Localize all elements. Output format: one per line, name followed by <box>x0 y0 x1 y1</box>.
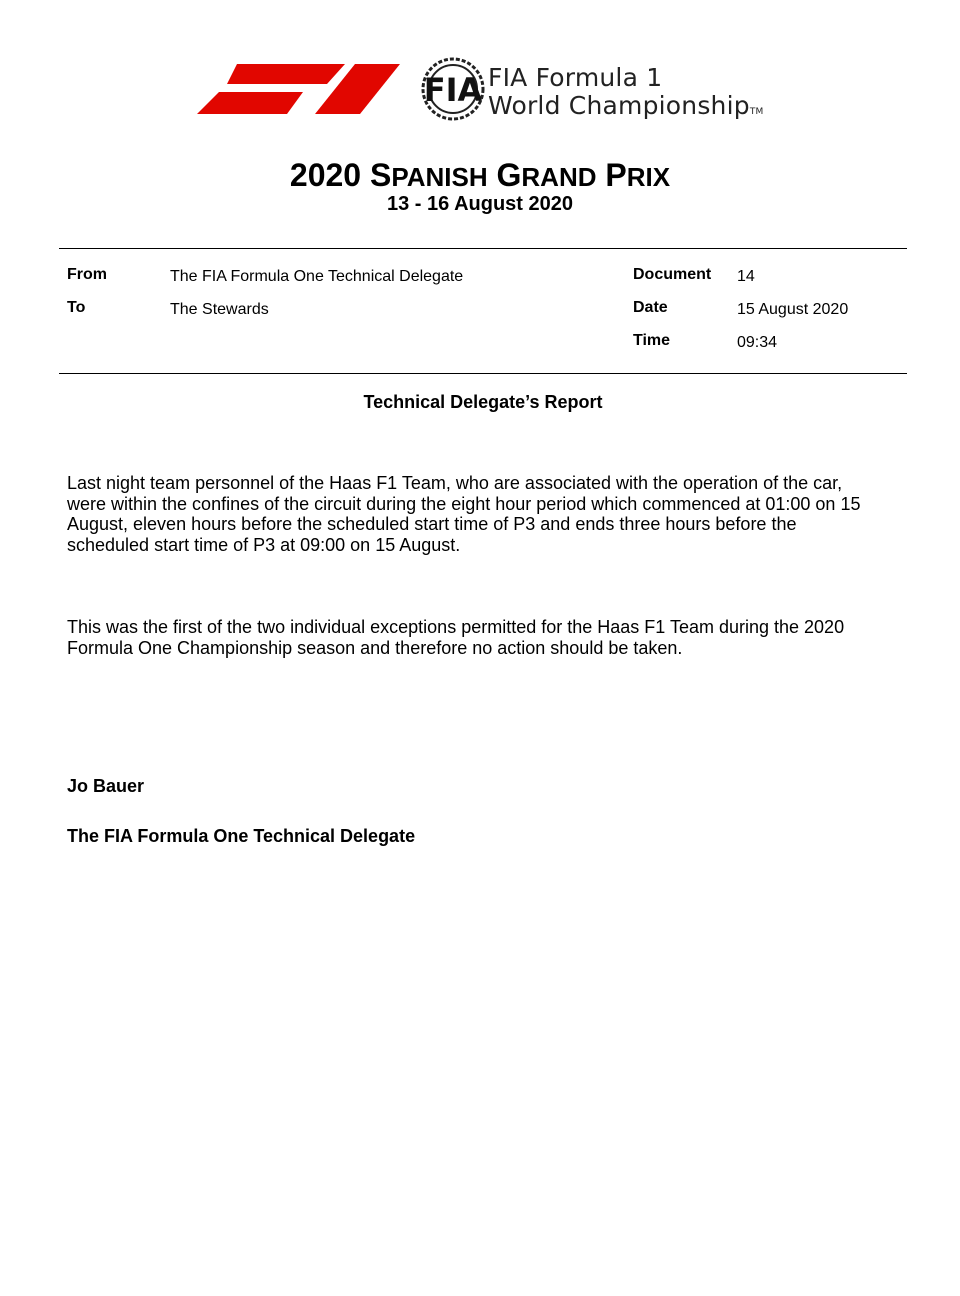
event-dates: 13 - 16 August 2020 <box>386 193 573 215</box>
signatory-name: Jo Bauer <box>67 776 145 796</box>
trademark: TM <box>749 107 764 117</box>
document-value: 14 <box>737 268 755 285</box>
event-title <box>0 156 960 196</box>
to-value: The Stewards <box>170 301 269 318</box>
header-divider-bottom <box>59 373 907 374</box>
paragraph-1-line-4: scheduled start time of P3 at 09:00 on 15 August. <box>67 535 461 556</box>
paragraph-1-line-2: were within the confines of the circuit during the eight hour period which commenced at 01:00 on 15 <box>67 493 861 514</box>
title-word-1-rest: PANISH <box>391 162 488 192</box>
report-paragraph-1 <box>67 473 897 556</box>
signatory-role: The FIA Formula One Technical Delegate <box>67 826 416 846</box>
fia-emblem-text: FIA <box>423 71 483 109</box>
title-word-3-initial: P <box>605 157 627 193</box>
logo-line-2 <box>488 92 763 126</box>
date-label: Date <box>633 299 668 316</box>
logo-line-1: FIA Formula 1 <box>488 63 663 92</box>
date-value: 15 August 2020 <box>737 301 849 318</box>
document-label: Document <box>633 266 712 283</box>
paragraph-1-line-1: Last night team personnel of the Haas F1 Team, who are associated with the operation of the car, <box>67 473 843 493</box>
report-paragraph-2 <box>67 617 897 658</box>
report-title: Technical Delegate’s Report <box>363 392 603 412</box>
title-word-3-rest: RIX <box>626 162 671 192</box>
paragraph-2-line-1: This was the first of the two individual exceptions permitted for the Haas F1 Team during the 2020 <box>67 617 845 637</box>
fia-emblem-icon <box>423 59 483 119</box>
logo-line-2-text: World Championship <box>488 91 750 120</box>
title-word-2-initial: G <box>496 157 522 193</box>
time-label: Time <box>633 332 671 349</box>
title-year: 2020 <box>289 157 362 193</box>
f1-logo-icon <box>195 56 495 126</box>
from-value: The FIA Formula One Technical Delegate <box>170 268 464 285</box>
logo-wordmark <box>488 64 763 126</box>
title-word-1-initial: S <box>369 157 392 193</box>
from-label: From <box>67 266 107 283</box>
title-word-2-rest: RAND <box>521 162 597 192</box>
f1-fia-logo <box>195 56 795 126</box>
header-divider-top <box>59 248 907 249</box>
paragraph-1-line-3: August, eleven hours before the scheduled start time of P3 and ends three hours before the <box>67 514 797 535</box>
time-value: 09:34 <box>737 334 778 351</box>
paragraph-2-line-2: Formula One Championship season and therefore no action should be taken. <box>67 637 683 658</box>
to-label: To <box>67 299 86 316</box>
